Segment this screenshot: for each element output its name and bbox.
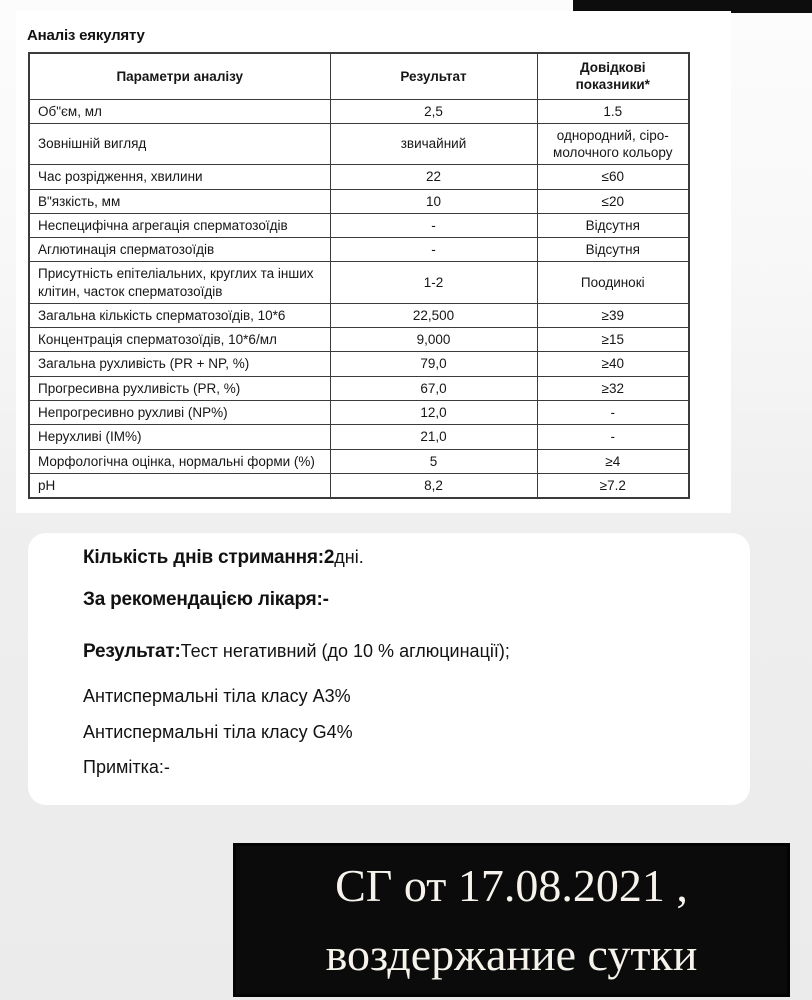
cell-reference: -	[537, 425, 689, 449]
table-row	[29, 376, 689, 400]
table-row	[29, 123, 689, 165]
cell-result: 8,2	[330, 473, 537, 498]
cell-reference: ≥39	[537, 303, 689, 327]
cell-reference: ≥7.2	[537, 473, 689, 498]
table-row	[29, 400, 689, 424]
cell-param: Морфологічна оцінка, нормальні форми (%)	[29, 449, 330, 473]
cell-reference: ≤60	[537, 165, 689, 189]
cell-result: 1-2	[330, 262, 537, 304]
cell-param: Зовнішній вигляд	[29, 123, 330, 165]
cell-param: В"язкість, мм	[29, 189, 330, 213]
cell-result: 22,500	[330, 303, 537, 327]
date-stamp-box	[233, 843, 790, 997]
cell-reference: Відсутня	[537, 238, 689, 262]
mar-test-result-line	[83, 640, 726, 663]
report-title: Аналіз еякуляту	[27, 27, 145, 44]
table-row	[29, 99, 689, 123]
notes-card	[28, 533, 750, 805]
cell-result: звичайний	[330, 123, 537, 165]
cell-param: Загальна рухливість (PR + NP, %)	[29, 352, 330, 376]
antisperm-class-g-line: Антиспермальні тіла класу G4%	[83, 722, 353, 742]
abstinence-label: Кількість днів стримання:	[83, 547, 324, 568]
cell-param: Об"єм, мл	[29, 99, 330, 123]
table-body	[29, 99, 689, 498]
table-row	[29, 165, 689, 189]
cell-param: Час розрідження, хвилини	[29, 165, 330, 189]
cell-result: 22	[330, 165, 537, 189]
header-reference: Довідкові показники*	[537, 53, 689, 99]
cell-reference: ≥4	[537, 449, 689, 473]
table-row	[29, 238, 689, 262]
table-row	[29, 449, 689, 473]
cell-result: 9,000	[330, 328, 537, 352]
doctor-recommendation-line	[83, 588, 726, 611]
cell-result: 67,0	[330, 376, 537, 400]
table-row	[29, 473, 689, 498]
abstinence-suffix: дні.	[334, 547, 364, 567]
cell-param: Нерухливі (IM%)	[29, 425, 330, 449]
table-row	[29, 213, 689, 237]
cell-reference: ≥40	[537, 352, 689, 376]
antisperm-class-a-line: Антиспермальні тіла класу A3%	[83, 686, 351, 706]
cell-reference: Поодинокі	[537, 262, 689, 304]
cell-result: 79,0	[330, 352, 537, 376]
cell-result: 21,0	[330, 425, 537, 449]
cell-param: Прогресивна рухливість (PR, %)	[29, 376, 330, 400]
header-parameter: Параметри аналізу	[29, 53, 330, 99]
table-row	[29, 303, 689, 327]
lab-report-card	[16, 11, 731, 513]
table-row	[29, 189, 689, 213]
cell-reference: ≥32	[537, 376, 689, 400]
table-header-row	[29, 53, 689, 99]
abstinence-value: 2	[323, 547, 335, 568]
cell-reference: Відсутня	[537, 213, 689, 237]
table-row	[29, 262, 689, 304]
cell-result: -	[330, 238, 537, 262]
cell-param: Непрогресивно рухливі (NP%)	[29, 400, 330, 424]
cell-reference: однородний, сіро-молочного кольору	[537, 123, 689, 165]
cell-result: 5	[330, 449, 537, 473]
cell-result: 12,0	[330, 400, 537, 424]
cell-reference: ≥15	[537, 328, 689, 352]
header-result: Результат	[330, 53, 537, 99]
cell-param: Аглютинація сперматозоїдів	[29, 238, 330, 262]
recommendation-text: За рекомендацією лікаря:-	[83, 589, 329, 610]
cell-param: pH	[29, 473, 330, 498]
cell-param: Загальна кількість сперматозоїдів, 10*6	[29, 303, 330, 327]
result-label: Результат:	[83, 641, 181, 662]
stamp-date-line: СГ от 17.08.2021 ,	[335, 860, 688, 911]
cell-param: Присутність епітеліальних, круглих та інших клітин, часток сперматозоїдів	[29, 262, 330, 304]
cell-result: -	[330, 213, 537, 237]
table-row	[29, 328, 689, 352]
table-row	[29, 425, 689, 449]
analysis-results-table	[28, 52, 690, 499]
cell-reference: -	[537, 400, 689, 424]
cell-result: 10	[330, 189, 537, 213]
cell-reference: ≤20	[537, 189, 689, 213]
cell-result: 2,5	[330, 99, 537, 123]
cell-param: Концентрація сперматозоїдів, 10*6/мл	[29, 328, 330, 352]
result-text: Тест негативний (до 10 % аглюцинації);	[180, 641, 510, 661]
remark-line: Примітка:-	[83, 757, 170, 777]
stamp-abstinence-line: воздержание сутки	[325, 929, 698, 980]
table-row	[29, 352, 689, 376]
abstinence-days-line	[83, 546, 726, 569]
cell-reference: 1.5	[537, 99, 689, 123]
cell-param: Неспецифічна агрегація сперматозоїдів	[29, 213, 330, 237]
